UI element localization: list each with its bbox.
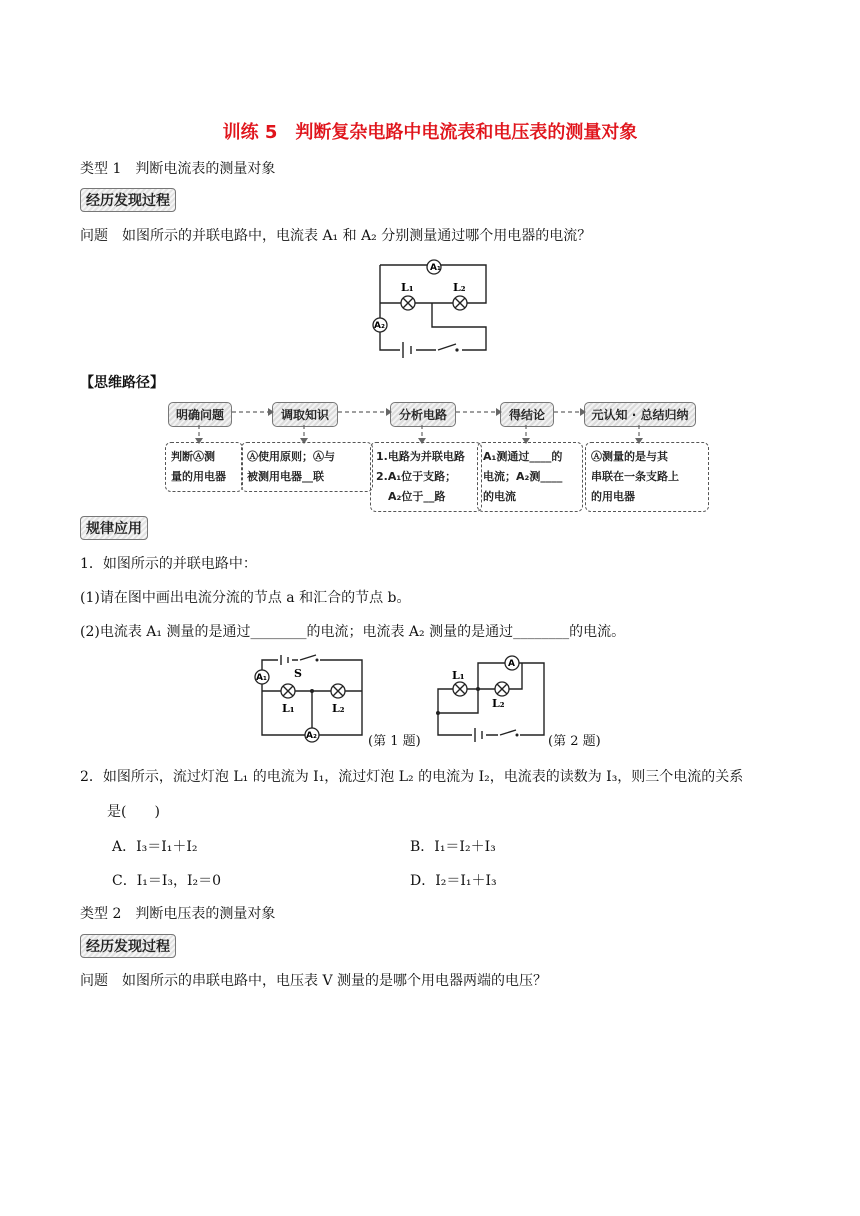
q1-part1: (1)请在图中画出电流分流的节点 a 和汇合的节点 b。 bbox=[80, 590, 411, 606]
tag-experience-process-2: 经历发现过程 bbox=[80, 934, 176, 958]
option-d[interactable]: D．I₂＝I₁＋I₃ bbox=[410, 873, 497, 889]
flow-header-4: 得结论 bbox=[500, 402, 554, 427]
option-a[interactable]: A．I₃＝I₁＋I₂ bbox=[112, 839, 198, 855]
page-title: 训练 5 判断复杂电路中电流表和电压表的测量对象 bbox=[222, 122, 638, 143]
ammeter-a2-label: A₂ bbox=[374, 321, 385, 331]
fig1-switch-label: S bbox=[294, 667, 302, 680]
lamp-l2-label: L₂ bbox=[453, 281, 466, 294]
question-1: 问题 如图所示的并联电路中，电流表 A₁ 和 A₂ 分别测量通过哪个用电器的电流？ bbox=[80, 228, 592, 244]
q2-text-continued: 是( ) bbox=[107, 804, 160, 820]
flow-box-5: Ⓐ测量的是与其 串联在一条支路上 的用电器 bbox=[585, 442, 709, 512]
option-b[interactable]: B．I₁＝I₂＋I₃ bbox=[410, 839, 496, 855]
q1-intro: 1．如图所示的并联电路中： bbox=[80, 556, 257, 572]
fig2-caption: (第 2 题) bbox=[548, 734, 601, 749]
figure-1-circuit bbox=[250, 655, 370, 745]
lamp-l1-label: L₁ bbox=[401, 281, 414, 294]
svg-text:L₂: L₂ bbox=[332, 702, 345, 715]
svg-text:A₂: A₂ bbox=[306, 731, 317, 741]
tag-rule-application: 规律应用 bbox=[80, 516, 148, 540]
flow-header-2: 调取知识 bbox=[272, 402, 338, 427]
type1-heading: 类型 1 判断电流表的测量对象 bbox=[80, 161, 276, 177]
thinking-path-label: 【思维路径】 bbox=[80, 375, 164, 391]
flow-header-1: 明确问题 bbox=[168, 402, 232, 427]
type2-heading: 类型 2 判断电压表的测量对象 bbox=[80, 906, 276, 922]
svg-text:A: A bbox=[508, 659, 515, 669]
q2-text: 2．如图所示，流过灯泡 L₁ 的电流为 I₁，流过灯泡 L₂ 的电流为 I₂，电流表的读数为 I₃，则三个电流的关系 bbox=[80, 769, 744, 785]
flow-box-1: 判断Ⓐ测 量的用电器 bbox=[165, 442, 243, 492]
q1-part2: (2)电流表 A₁ 测量的是通过________的电流；电流表 A₂ 测量的是通过________的电流。 bbox=[80, 624, 626, 640]
flow-header-3: 分析电路 bbox=[390, 402, 456, 427]
svg-text:L₂: L₂ bbox=[492, 697, 505, 710]
option-c[interactable]: C．I₁＝I₃，I₂＝0 bbox=[112, 873, 222, 889]
flow-box-3: 1.电路为并联电路 2.A₁位于支路； A₂位于__路 bbox=[370, 442, 482, 512]
question-2: 问题 如图所示的串联电路中，电压表 V 测量的是哪个用电器两端的电压？ bbox=[80, 973, 548, 989]
svg-text:L₁: L₁ bbox=[282, 702, 295, 715]
fig1-caption: (第 1 题) bbox=[368, 734, 421, 749]
flow-box-4: A₁测通过____的 电流；A₂测____ 的电流 bbox=[477, 442, 583, 512]
flow-box-2: Ⓐ使用原则；Ⓐ与 被测用电器__联 bbox=[241, 442, 373, 492]
flow-header-5: 元认知 · 总结归纳 bbox=[584, 402, 696, 427]
ammeter-a1-label: A₁ bbox=[430, 263, 441, 273]
svg-text:A₁: A₁ bbox=[256, 673, 267, 683]
tag-experience-process: 经历发现过程 bbox=[80, 188, 176, 212]
svg-text:L₁: L₁ bbox=[452, 669, 465, 682]
figure-2-circuit bbox=[432, 655, 552, 745]
